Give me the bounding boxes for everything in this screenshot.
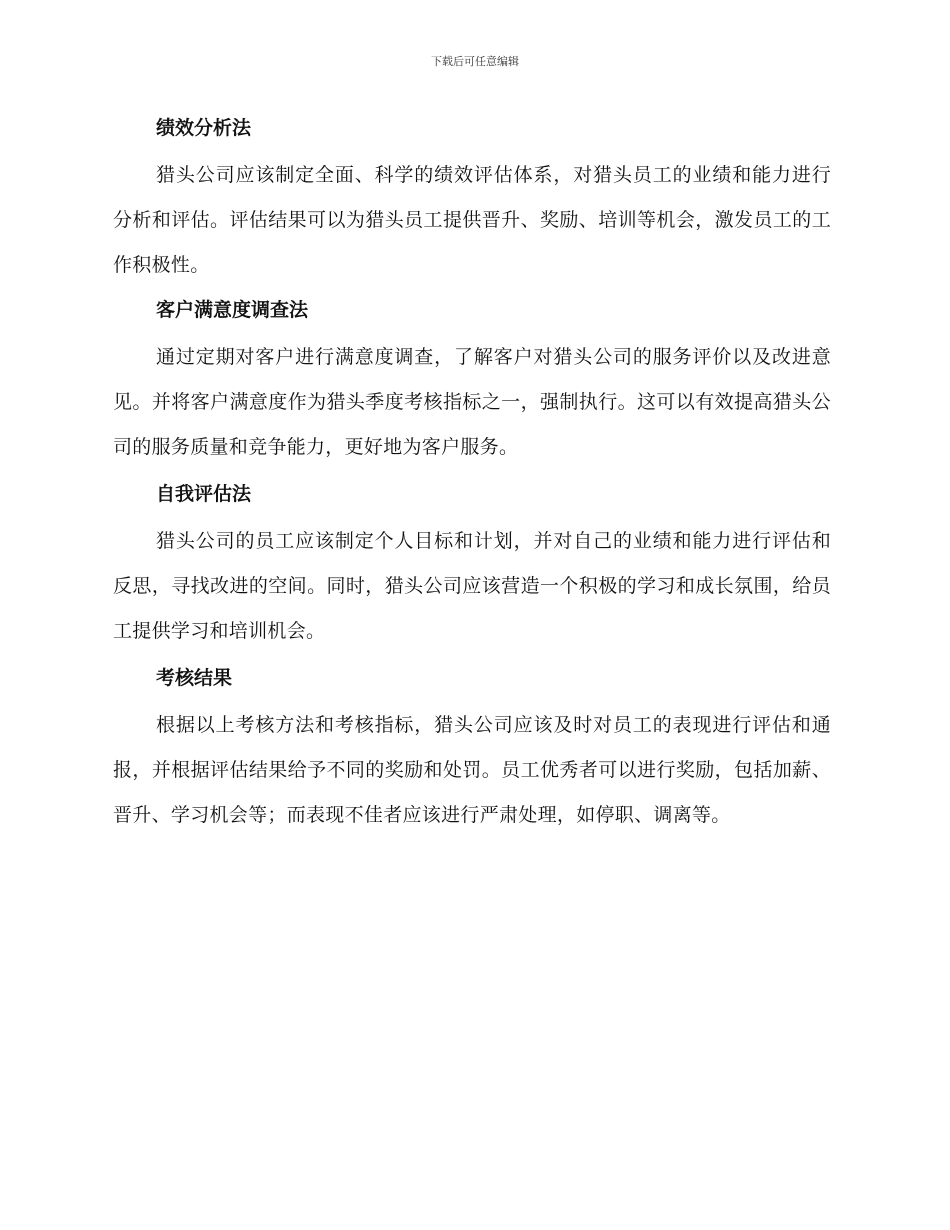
section-heading-self-assessment: 自我评估法 [156, 483, 252, 505]
section-paragraph-customer-satisfaction: 通过定期对客户进行满意度调查，了解客户对猎头公司的服务评价以及改进意见。并将客户满意度作为猎头季度考核指标之一，强制执行。这可以有效提高猎头公司的服务质量和竞争能力，更好地为客户服务。 [113, 346, 831, 458]
section-paragraph-self-assessment: 猎头公司的员工应该制定个人目标和计划，并对自己的业绩和能力进行评估和反思，寻找改进的空间。同时，猎头公司应该营造一个积极的学习和成长氛围，给员工提供学习和培训机会。 [113, 530, 831, 642]
document-body [113, 112, 831, 838]
section-heading-performance-analysis: 绩效分析法 [156, 117, 252, 139]
page-header: 下载后可任意编辑 [431, 55, 519, 68]
section-paragraph-performance-analysis: 猎头公司应该制定全面、科学的绩效评估体系，对猎头员工的业绩和能力进行分析和评估。评估结果可以为猎头员工提供晋升、奖励、培训等机会，激发员工的工作积极性。 [113, 164, 831, 276]
section-heading-customer-satisfaction: 客户满意度调查法 [156, 299, 309, 321]
section-paragraph-assessment-results: 根据以上考核方法和考核指标，猎头公司应该及时对员工的表现进行评估和通报，并根据评估结果给予不同的奖励和处罚。员工优秀者可以进行奖励，包括加薪、晋升、学习机会等；而表现不佳者应该进行严肃处理，如停职、调离等。 [113, 714, 831, 826]
section-heading-assessment-results: 考核结果 [156, 667, 233, 689]
